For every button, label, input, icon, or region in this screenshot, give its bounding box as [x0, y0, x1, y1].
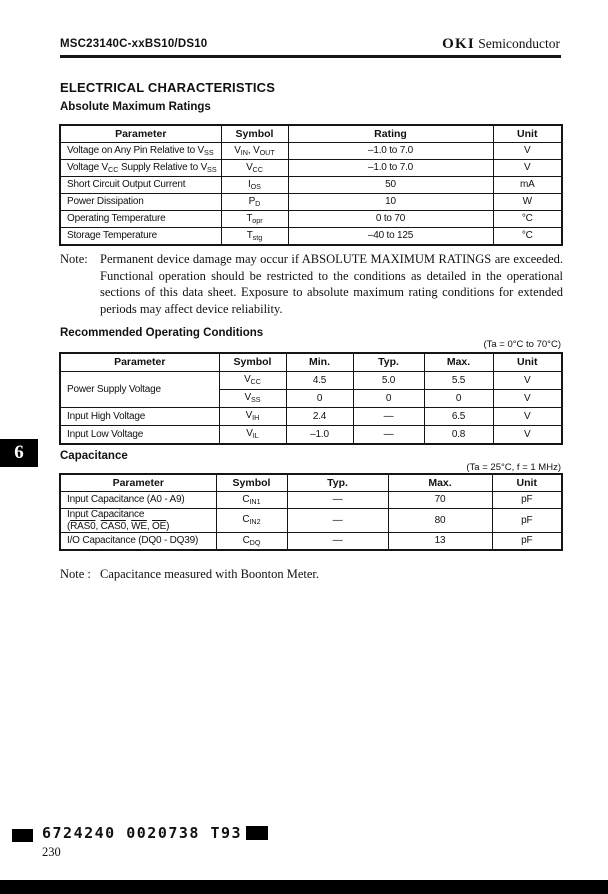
ocr-stamp-text: 6724240 0020738 T93	[42, 824, 243, 842]
col-header-typ: Typ.	[353, 353, 424, 372]
table-row	[60, 194, 562, 211]
col-header-max: Max.	[388, 474, 492, 492]
parameter-cell: Storage Temperature	[60, 228, 221, 246]
brand-logo	[442, 36, 560, 53]
col-header-unit: Unit	[493, 125, 562, 143]
table-row	[60, 228, 562, 246]
stamp-block-right	[246, 826, 268, 840]
table-row	[60, 160, 562, 177]
col-header-parameter: Parameter	[60, 474, 216, 492]
unit-cell: V	[493, 408, 562, 426]
absolute-maximum-note	[60, 251, 563, 317]
scan-edge-strip	[0, 880, 608, 894]
parameter-cell: Operating Temperature	[60, 211, 221, 228]
section-title-absolute-maximum-ratings: Absolute Maximum Ratings	[60, 101, 211, 113]
unit-cell: V	[493, 160, 562, 177]
col-header-symbol: Symbol	[221, 125, 288, 143]
test-condition: (Ta = 25°C, f = 1 MHz)	[466, 462, 561, 473]
min-cell: 0	[286, 390, 353, 408]
symbol-cell: $T_{stg}$	[221, 228, 288, 246]
note-label: Note:	[60, 252, 88, 266]
symbol-cell: $I_{OS}$	[221, 177, 288, 194]
rating-cell: –1.0 to 7.0	[288, 143, 493, 160]
recommended-operating-conditions-table	[59, 352, 563, 445]
typ-cell: 0	[353, 390, 424, 408]
max-cell: 70	[388, 492, 492, 509]
rating-cell: 10	[288, 194, 493, 211]
col-header-parameter: Parameter	[60, 353, 219, 372]
symbol-cell: $P_D$	[221, 194, 288, 211]
col-header-rating: Rating	[288, 125, 493, 143]
parameter-cell: Power Supply Voltage	[60, 372, 219, 408]
col-header-symbol: Symbol	[219, 353, 286, 372]
parameter-cell: Voltage on Any Pin Relative to $V_{SS}$	[60, 143, 221, 160]
max-cell: 5.5	[424, 372, 493, 390]
note-label: Note :	[60, 567, 91, 581]
table-header-row	[60, 353, 562, 372]
absolute-maximum-ratings-table	[59, 124, 563, 246]
note-text: Capacitance measured with Boonton Meter.	[100, 567, 320, 581]
col-header-parameter: Parameter	[60, 125, 221, 143]
table-row	[60, 426, 562, 445]
col-header-unit: Unit	[492, 474, 562, 492]
rating-cell: 0 to 70	[288, 211, 493, 228]
col-header-min: Min.	[286, 353, 353, 372]
min-cell: 4.5	[286, 372, 353, 390]
section-title-recommended-operating-conditions: Recommended Operating Conditions	[60, 327, 264, 339]
unit-cell: pF	[492, 533, 562, 551]
unit-cell: mA	[493, 177, 562, 194]
col-header-max: Max.	[424, 353, 493, 372]
capacitance-note	[60, 566, 480, 583]
parameter-line-2: (RAS0, CAS0, $\overline{WE}$, $\overline{OE}$)	[67, 520, 170, 532]
typ-cell: 5.0	[353, 372, 424, 390]
table-header-row	[60, 474, 562, 492]
capacitance-table	[59, 473, 563, 551]
max-cell: 13	[388, 533, 492, 551]
symbol-cell: $V_{SS}$	[219, 390, 286, 408]
header-rule	[60, 55, 561, 58]
parameter-cell: Voltage $V_{CC}$ Supply Relative to $V_{SS}$	[60, 160, 221, 177]
rating-cell: –1.0 to 7.0	[288, 160, 493, 177]
oki-logo: OKI	[442, 36, 475, 52]
table-row	[60, 408, 562, 426]
parameter-cell: Power Dissipation	[60, 194, 221, 211]
rating-cell: –40 to 125	[288, 228, 493, 246]
symbol-cell: $V_{IL}$	[219, 426, 286, 445]
unit-cell: °C	[493, 211, 562, 228]
note-text: Permanent device damage may occur if ABSOLUTE MAXIMUM RATINGS are exceeded. Functional operation should be restricted to the conditions as detailed in the operational sections of this data sheet. Exposure to absolute maximum rating conditions for extended periods may affect device reliability.	[100, 252, 563, 316]
unit-cell: V	[493, 426, 562, 445]
table-row	[60, 211, 562, 228]
col-header-typ: Typ.	[287, 474, 388, 492]
symbol-cell: $V_{IH}$	[219, 408, 286, 426]
typ-cell: —	[353, 408, 424, 426]
stamp-block-left	[12, 829, 33, 842]
parameter-cell: I/O Capacitance (DQ0 - DQ39)	[60, 533, 216, 551]
table-row	[60, 509, 562, 533]
table-row	[60, 143, 562, 160]
max-cell: 80	[388, 509, 492, 533]
col-header-symbol: Symbol	[216, 474, 287, 492]
parameter-cell: Input Low Voltage	[60, 426, 219, 445]
max-cell: 6.5	[424, 408, 493, 426]
typ-cell: —	[353, 426, 424, 445]
doc-number: MSC23140C-xxBS10/DS10	[60, 38, 208, 50]
col-header-unit: Unit	[493, 353, 562, 372]
table-header-row	[60, 125, 562, 143]
min-cell: –1.0	[286, 426, 353, 445]
max-cell: 0.8	[424, 426, 493, 445]
rating-cell: 50	[288, 177, 493, 194]
symbol-cell: $C_{IN2}$	[216, 509, 287, 533]
temperature-condition: (Ta = 0°C to 70°C)	[483, 339, 561, 350]
parameter-cell: Input Capacitance (A0 - A9)	[60, 492, 216, 509]
typ-cell: —	[287, 509, 388, 533]
table-row	[60, 492, 562, 509]
page-title: ELECTRICAL CHARACTERISTICS	[60, 80, 276, 95]
brand-suffix: Semiconductor	[474, 36, 560, 51]
typ-cell: —	[287, 533, 388, 551]
parameter-cell: Short Circuit Output Current	[60, 177, 221, 194]
symbol-cell: $T_{opr}$	[221, 211, 288, 228]
unit-cell: V	[493, 372, 562, 390]
unit-cell: W	[493, 194, 562, 211]
symbol-cell: $C_{DQ}$	[216, 533, 287, 551]
table-row	[60, 177, 562, 194]
symbol-cell: $V_{CC}$	[221, 160, 288, 177]
section-title-capacitance: Capacitance	[60, 450, 128, 462]
unit-cell: pF	[492, 509, 562, 533]
symbol-cell: $C_{IN1}$	[216, 492, 287, 509]
unit-cell: pF	[492, 492, 562, 509]
unit-cell: V	[493, 390, 562, 408]
chapter-tab: 6	[0, 439, 38, 467]
table-row	[60, 372, 562, 390]
symbol-cell: $V_{IN}$, $V_{OUT}$	[221, 143, 288, 160]
parameter-line-1: Input Capacitance	[67, 509, 145, 520]
unit-cell: °C	[493, 228, 562, 246]
min-cell: 2.4	[286, 408, 353, 426]
table-row	[60, 533, 562, 551]
parameter-cell: Input High Voltage	[60, 408, 219, 426]
symbol-cell: $V_{CC}$	[219, 372, 286, 390]
unit-cell: V	[493, 143, 562, 160]
page-number: 230	[42, 845, 61, 859]
typ-cell: —	[287, 492, 388, 509]
max-cell: 0	[424, 390, 493, 408]
parameter-cell	[60, 509, 216, 533]
